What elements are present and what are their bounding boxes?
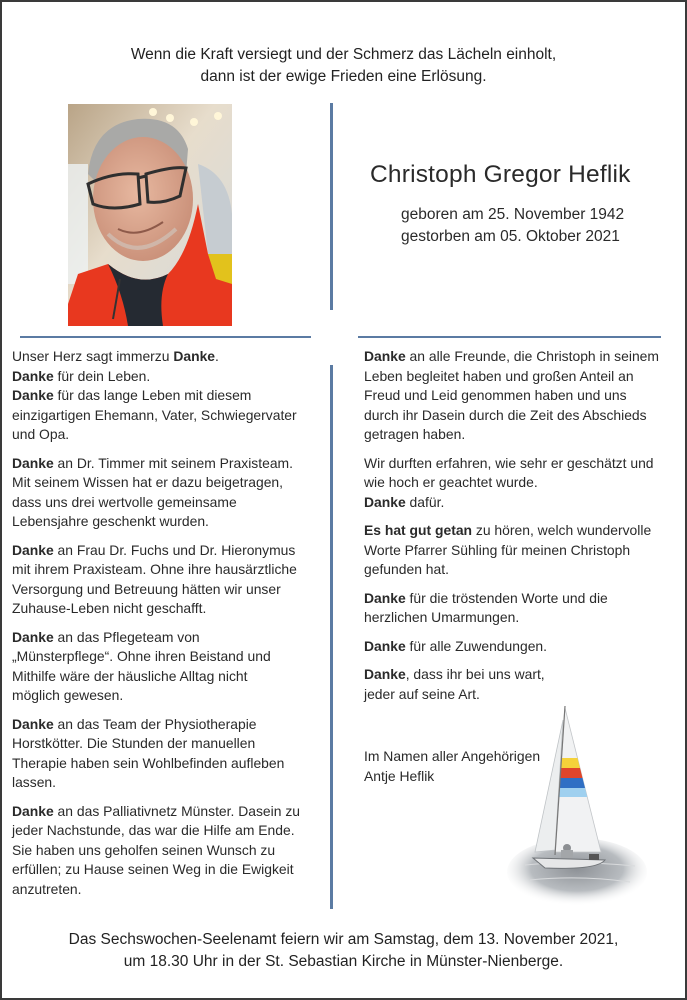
body-text: „Münsterpflege“. Ohne ihren Beistand und — [12, 648, 271, 664]
body-text: für dein Leben. — [53, 367, 151, 384]
sailboat-image — [505, 700, 650, 910]
body-text: Mithilfe wäre der häusliche Alltag nicht — [12, 667, 248, 684]
emphasis-text: Danke — [12, 541, 54, 558]
body-text: einzigartigen Ehemann, Vater, Schwiegervater — [12, 406, 297, 423]
footer-line-2: um 18.30 Uhr in der St. Sebastian Kirche in Münster-Nienberge. — [123, 953, 564, 970]
body-text: zu hören, welch wundervolle — [472, 522, 652, 538]
body-text: an alle Freunde, die Christoph in seinem — [405, 348, 659, 364]
body-text: gefunden hat. — [364, 561, 449, 577]
thanks-paragraph — [364, 665, 679, 704]
emphasis-text: Es hat gut getan — [364, 522, 473, 538]
body-text: getragen haben. — [364, 426, 466, 442]
body-text: herzlichen Umarmungen. — [364, 609, 520, 625]
body-text: lassen. — [12, 774, 57, 790]
body-text: mit ihrem Praxisteam. Ohne ihre hausärztliche — [12, 561, 297, 577]
thanks-paragraph — [12, 541, 322, 619]
signature-line-2: Antje Heflik — [364, 767, 435, 784]
emphasis-text: Danke — [173, 348, 216, 364]
body-text: , dass ihr bei uns wart, — [405, 666, 545, 682]
body-text: Lebensjahre geschenkt wurden. — [12, 513, 209, 529]
body-text: jeder Nachstunde, das war die Hilfe am Ende. — [12, 822, 295, 838]
thanks-paragraph — [12, 715, 322, 793]
body-text: Unser Herz sagt immerzu — [12, 348, 174, 364]
thanks-paragraph — [364, 589, 679, 628]
body-text: Leben begleitet haben und großen Anteil an — [364, 367, 634, 384]
emphasis-text: Danke — [12, 715, 54, 732]
cross-vertical-top — [330, 103, 333, 310]
body-text: an Frau Dr. Fuchs und Dr. Hieronymus — [53, 541, 296, 558]
thanks-column-left — [12, 347, 322, 908]
body-text: dafür. — [405, 493, 445, 510]
body-text: erfüllen; zu Hause seinen Weg in die Ewigkeit — [12, 861, 294, 877]
emphasis-text: Danke — [12, 387, 54, 403]
body-text: Versorgung und Betreuung hätten wir unser — [12, 580, 281, 597]
emphasis-text: Danke — [364, 493, 406, 510]
body-text: an Dr. Timmer mit seinem Praxisteam. — [53, 454, 293, 471]
body-text: Therapie haben sein Wohlbefinden aufleben — [12, 754, 285, 771]
thanks-paragraph — [364, 347, 679, 445]
thanks-paragraph — [12, 347, 322, 445]
deceased-name: Christoph Gregor Heflik — [370, 161, 631, 188]
emphasis-text: Danke — [364, 348, 406, 364]
cross-horizontal-right — [358, 336, 661, 338]
body-text: und Opa. — [12, 426, 70, 442]
emphasis-text: Danke — [364, 637, 406, 654]
thanks-paragraph — [364, 454, 679, 513]
body-text: für die tröstenden Worte und die — [405, 589, 608, 606]
thanks-paragraph — [364, 521, 679, 580]
emphasis-text: Danke — [12, 628, 54, 645]
body-text: Horstkötter. Die Stunden der manuellen — [12, 735, 256, 751]
motto-line-2: dann ist der ewige Frieden eine Erlösung. — [200, 68, 487, 85]
body-text: Mit seinem Wissen hat er dazu beigetragen, — [12, 474, 284, 490]
body-text: . — [215, 348, 219, 364]
body-text: anzutreten. — [12, 880, 82, 897]
body-text: möglich gewesen. — [12, 687, 124, 703]
body-text: für alle Zuwendungen. — [405, 637, 548, 654]
body-text: Wir durften erfahren, wie sehr er geschätzt und — [364, 454, 654, 471]
motto-quote — [0, 44, 687, 88]
body-text: jeder auf seine Art. — [364, 685, 480, 702]
body-text: durch ihr Dasein durch die Zeit des Abschieds — [364, 406, 647, 423]
body-text: wie hoch er geachtet wurde. — [364, 474, 538, 490]
thanks-paragraph — [12, 454, 322, 532]
emphasis-text: Danke — [364, 666, 406, 682]
body-text: an das Palliativnetz Münster. Dasein zu — [53, 802, 301, 819]
emphasis-text: Danke — [364, 589, 406, 606]
memorial-service-notice — [0, 929, 687, 973]
cross-horizontal-left — [20, 336, 311, 338]
portrait-photo — [68, 104, 232, 326]
body-text: an das Pflegeteam von — [53, 628, 200, 645]
body-text: für das lange Leben mit diesem — [53, 387, 252, 403]
body-text: an das Team der Physiotherapie — [53, 715, 257, 732]
footer-line-1: Das Sechswochen-Seelenamt feiern wir am Samstag, dem 13. November 2021, — [68, 931, 619, 948]
emphasis-text: Danke — [12, 454, 54, 471]
body-text: Zuhause-Leben nicht geschafft. — [12, 600, 207, 616]
body-text: dass uns drei wertvolle gemeinsame — [12, 493, 237, 510]
body-text: Freud und Leid genommen haben und uns — [364, 387, 627, 403]
signature-line-1: Im Namen aller Angehörigen — [364, 748, 541, 764]
thanks-paragraph — [12, 802, 322, 900]
death-date: gestorben am 05. Oktober 2021 — [401, 228, 620, 245]
emphasis-text: Danke — [12, 367, 54, 384]
life-dates — [401, 204, 624, 248]
body-text: Worte Pfarrer Sühling für meinen Christoph — [364, 541, 631, 558]
cross-vertical-bottom — [330, 365, 333, 909]
thanks-column-right — [364, 347, 679, 713]
body-text: Sie haben uns geholfen seinen Wunsch zu — [12, 841, 276, 858]
emphasis-text: Danke — [12, 802, 54, 819]
motto-line-1: Wenn die Kraft versiegt und der Schmerz das Lächeln einholt, — [130, 46, 557, 63]
birth-date: geboren am 25. November 1942 — [401, 206, 625, 223]
thanks-paragraph — [12, 628, 322, 706]
thanks-paragraph — [364, 637, 679, 657]
